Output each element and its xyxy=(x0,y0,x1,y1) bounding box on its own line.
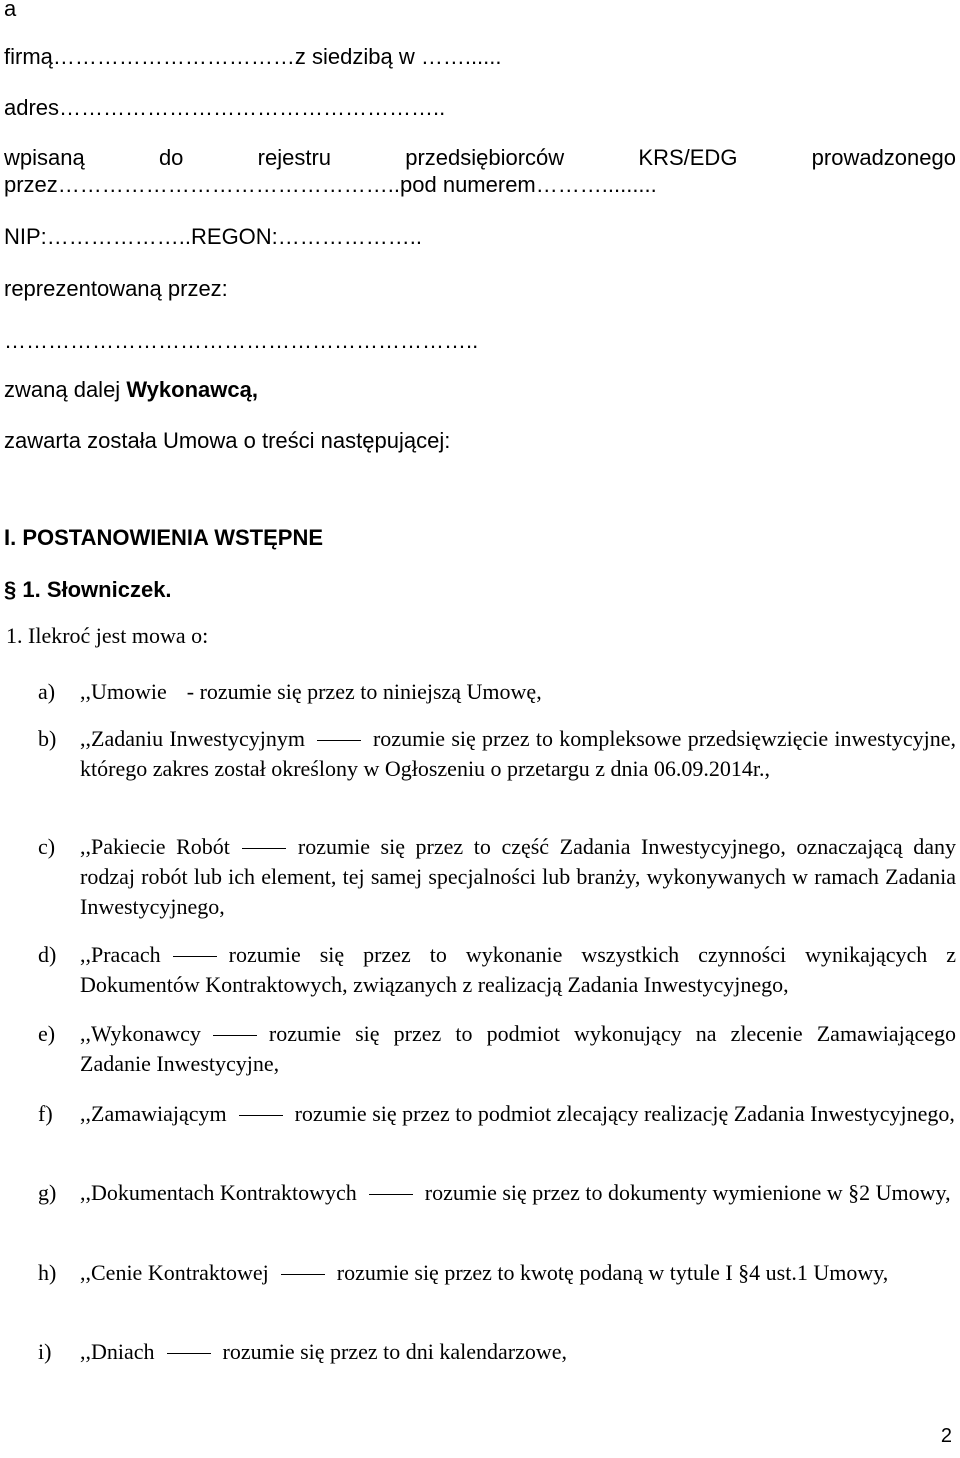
list-item-marker: c) xyxy=(38,834,56,859)
paragraph-symbol: § xyxy=(4,577,17,602)
list-item xyxy=(38,677,956,707)
registry-word: przedsiębiorców xyxy=(405,145,565,170)
company-line: firmą……………………………z siedzibą w ……...... xyxy=(4,44,502,69)
definition-term: ,,Zadaniu Inwestycyjnym xyxy=(80,726,305,751)
list-item xyxy=(38,940,956,1000)
list-item xyxy=(38,1337,956,1367)
em-dash xyxy=(213,1035,257,1036)
address-line: adres…………………………………………….. xyxy=(4,95,446,120)
represented-by-label: reprezentowaną przez: xyxy=(4,276,228,301)
represented-by-line: ……………………………………………………….. xyxy=(4,328,479,353)
definition-text: rozumie się przez to dokumenty wymienione w §2 Umowy, xyxy=(424,1180,951,1205)
definition-text: rozumie się przez to część Zadania Inwestycyjnego, oznaczającą dany rodzaj robót lub ich element, tej samej specjalności lub branży, wykonywanych w ramach Zadania Inwestycyjnego, xyxy=(80,834,956,919)
contractor-alias-name: Wykonawcą, xyxy=(126,377,258,402)
registry-word: do xyxy=(158,145,184,170)
section-title: I. POSTANOWIENIA WSTĘPNE xyxy=(4,525,324,550)
list-item-body xyxy=(80,677,956,707)
definition-term: ,,Zamawiającym xyxy=(80,1101,227,1126)
list-item-marker: e) xyxy=(38,1021,56,1046)
list-item-marker: a) xyxy=(38,679,56,704)
list-item-marker: i) xyxy=(38,1339,52,1364)
list-item-body xyxy=(80,1099,956,1129)
list-item-body xyxy=(80,1178,956,1208)
contractor-alias-prefix: zwaną dalej xyxy=(4,377,127,402)
definition-text: rozumie się przez to kwotę podaną w tytule I §4 ust.1 Umowy, xyxy=(336,1260,889,1285)
list-item xyxy=(38,1178,956,1208)
definition-term: ,,Pracach xyxy=(80,942,161,967)
section-subtitle-text: 1. Słowniczek. xyxy=(22,577,172,602)
registry-word: prowadzonego xyxy=(811,145,956,170)
em-dash xyxy=(281,1274,325,1275)
list-item-marker: d) xyxy=(38,942,57,967)
list-item-marker: h) xyxy=(38,1260,57,1285)
em-dash xyxy=(239,1115,283,1116)
list-item-body xyxy=(80,940,956,1000)
list-item xyxy=(38,1099,956,1129)
definition-term: ,,Cenie Kontraktowej xyxy=(80,1260,269,1285)
definition-term: ,,Dokumentach Kontraktowych xyxy=(80,1180,357,1205)
definition-term: ,,Wykonawcy xyxy=(80,1021,201,1046)
em-dash xyxy=(173,956,217,957)
definition-term: ,,Umowie xyxy=(80,679,167,704)
definition-text: rozumie się przez to kompleksowe przedsięwzięcie inwestycyjne, którego zakres został określony w Ogłoszeniu o przetargu z dnia 06.09.2014r., xyxy=(80,726,956,781)
registry-word: wpisaną xyxy=(4,145,85,170)
registry-number-line: przez………………………………………..pod numerem………......... xyxy=(4,172,657,197)
registry-word: KRS/EDG xyxy=(638,145,738,170)
list-item xyxy=(38,1019,956,1079)
em-dash xyxy=(317,740,361,741)
page-number: 2 xyxy=(940,1425,952,1447)
definition-text: rozumie się przez to podmiot wykonujący na zlecenie Zamawiającego Zadanie Inwestycyjne, xyxy=(80,1021,956,1076)
list-item xyxy=(38,832,956,922)
list-item-marker: f) xyxy=(38,1101,53,1126)
header-line-a: a xyxy=(4,0,17,21)
list-item xyxy=(38,1258,956,1288)
definition-text: rozumie się przez to dni kalendarzowe, xyxy=(222,1339,568,1364)
list-item-body xyxy=(80,1258,956,1288)
registry-word: rejestru xyxy=(257,145,331,170)
registry-line xyxy=(4,145,956,171)
definition-text: - rozumie się przez to niniejszą Umowę, xyxy=(186,679,542,704)
section-subtitle xyxy=(4,577,956,603)
definitions-intro: 1. Ilekroć jest mowa o: xyxy=(6,623,209,648)
contractor-alias-line xyxy=(4,377,956,403)
definition-term: ,,Dniach xyxy=(80,1339,155,1364)
list-item-body xyxy=(80,832,956,922)
agreement-intro-line: zawarta została Umowa o treści następującej: xyxy=(4,428,451,453)
list-item-body xyxy=(80,724,956,784)
definition-text: rozumie się przez to podmiot zlecający realizację Zadania Inwestycyjnego, xyxy=(294,1101,955,1126)
list-item-marker: b) xyxy=(38,726,57,751)
list-item-body xyxy=(80,1337,956,1367)
list-item xyxy=(38,724,956,784)
em-dash xyxy=(167,1353,211,1354)
list-item-body xyxy=(80,1019,956,1079)
em-dash xyxy=(369,1194,413,1195)
definition-term: ,,Pakiecie Robót xyxy=(80,834,230,859)
list-item-marker: g) xyxy=(38,1180,57,1205)
em-dash xyxy=(242,848,286,849)
definition-text: rozumie się przez to wykonanie wszystkich czynności wynikających z Dokumentów Kontraktowych, związanych z realizacją Zadania Inwestycyjnego, xyxy=(80,942,956,997)
nip-regon-line: NIP:………………..REGON:……………….. xyxy=(4,224,423,249)
